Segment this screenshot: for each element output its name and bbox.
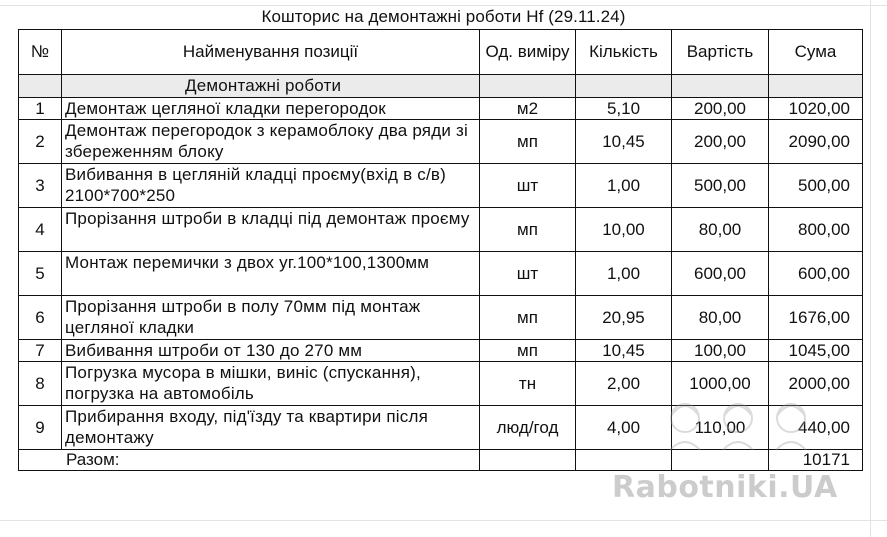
row-sum-cell[interactable]: 1045,00 xyxy=(769,340,863,362)
table-cell[interactable] xyxy=(480,450,576,471)
row-name-cell[interactable]: Демонтаж перегородок з керамоблоку два ряди зі збереженням блоку xyxy=(62,120,480,164)
row-unit-cell[interactable]: шт xyxy=(480,164,576,208)
row-unit-cell[interactable]: мп xyxy=(480,340,576,362)
row-num-cell[interactable]: 3 xyxy=(19,164,62,208)
row-num-cell[interactable]: 8 xyxy=(19,362,62,406)
row-qty-cell[interactable]: 4,00 xyxy=(576,406,672,450)
row-unit-cell[interactable]: люд/год xyxy=(480,406,576,450)
table-cell[interactable] xyxy=(576,450,672,471)
row-name-cell[interactable]: Прорізання штроби в полу 70мм під монтаж цегляної кладки xyxy=(62,296,480,340)
row-num-cell[interactable]: 9 xyxy=(19,406,62,450)
row-unit-cell[interactable]: м2 xyxy=(480,98,576,120)
header-row xyxy=(19,30,863,75)
header-price[interactable]: Вартість xyxy=(672,30,769,75)
row-sum-cell[interactable]: 800,00 xyxy=(769,208,863,252)
total-value[interactable]: 10171 xyxy=(769,450,863,471)
row-price-cell[interactable]: 1000,00 xyxy=(672,362,769,406)
row-price-cell[interactable]: 80,00 xyxy=(672,208,769,252)
row-name-cell[interactable]: Погрузка мусора в мішки, виніс (спускання), погрузка на автомобіль xyxy=(62,362,480,406)
row-name-cell[interactable]: Прорізання штроби в кладці під демонтаж проєму xyxy=(62,208,480,252)
row-sum-cell[interactable]: 1676,00 xyxy=(769,296,863,340)
grid-line xyxy=(0,520,887,521)
row-qty-cell[interactable]: 5,10 xyxy=(576,98,672,120)
row-sum-cell[interactable]: 1020,00 xyxy=(769,98,863,120)
table-row xyxy=(19,252,863,296)
table-row xyxy=(19,340,863,362)
row-unit-cell[interactable]: мп xyxy=(480,120,576,164)
watermark-logo: Rabotniki.UA xyxy=(612,470,838,505)
row-name-cell[interactable]: Монтаж перемички з двох уг.100*100,1300мм xyxy=(62,252,480,296)
row-price-cell[interactable]: 80,00 xyxy=(672,296,769,340)
table-cell[interactable] xyxy=(672,450,769,471)
row-qty-cell[interactable]: 1,00 xyxy=(576,164,672,208)
row-num-cell[interactable]: 1 xyxy=(19,98,62,120)
row-unit-cell[interactable]: мп xyxy=(480,208,576,252)
row-price-cell[interactable]: 110,00 xyxy=(672,406,769,450)
table-row xyxy=(19,362,863,406)
row-unit-cell[interactable]: шт xyxy=(480,252,576,296)
table-cell[interactable] xyxy=(769,75,863,98)
row-qty-cell[interactable]: 10,45 xyxy=(576,120,672,164)
row-num-cell[interactable]: 5 xyxy=(19,252,62,296)
estimate-table xyxy=(18,29,863,471)
row-price-cell[interactable]: 500,00 xyxy=(672,164,769,208)
table-cell[interactable] xyxy=(480,75,576,98)
row-price-cell[interactable]: 200,00 xyxy=(672,98,769,120)
row-unit-cell[interactable]: тн xyxy=(480,362,576,406)
table-row xyxy=(19,208,863,252)
row-qty-cell[interactable]: 2,00 xyxy=(576,362,672,406)
row-name-cell[interactable]: Вибивання в цегляній кладці проєму(вхід в с/в) 2100*700*250 xyxy=(62,164,480,208)
header-qty[interactable]: Кількість xyxy=(576,30,672,75)
row-price-cell[interactable]: 600,00 xyxy=(672,252,769,296)
row-sum-cell[interactable]: 440,00 xyxy=(769,406,863,450)
row-name-cell[interactable]: Вибивання штроби от 130 до 270 мм xyxy=(62,340,480,362)
row-price-cell[interactable]: 100,00 xyxy=(672,340,769,362)
row-price-cell[interactable]: 200,00 xyxy=(672,120,769,164)
header-unit[interactable]: Од. виміру xyxy=(480,30,576,75)
table-row xyxy=(19,296,863,340)
grid-line xyxy=(870,0,871,537)
table-cell[interactable] xyxy=(576,75,672,98)
row-num-cell[interactable]: 2 xyxy=(19,120,62,164)
row-sum-cell[interactable]: 500,00 xyxy=(769,164,863,208)
row-unit-cell[interactable]: мп xyxy=(480,296,576,340)
table-cell[interactable] xyxy=(19,75,62,98)
row-qty-cell[interactable]: 20,95 xyxy=(576,296,672,340)
header-name[interactable]: Найменування позиції xyxy=(62,30,480,75)
sheet-title: Кошторис на демонтажні роботи Hf (29.11.24) xyxy=(261,7,626,26)
total-label[interactable]: Разом: xyxy=(19,450,480,471)
row-num-cell[interactable]: 7 xyxy=(19,340,62,362)
section-row xyxy=(19,75,863,98)
table-row xyxy=(19,120,863,164)
header-num[interactable]: № xyxy=(19,30,62,75)
table-row xyxy=(19,98,863,120)
total-row xyxy=(19,450,863,471)
row-sum-cell[interactable]: 600,00 xyxy=(769,252,863,296)
section-title[interactable]: Демонтажні роботи xyxy=(62,75,480,98)
header-sum[interactable]: Сума xyxy=(769,30,863,75)
row-num-cell[interactable]: 4 xyxy=(19,208,62,252)
row-sum-cell[interactable]: 2000,00 xyxy=(769,362,863,406)
row-name-cell[interactable]: Демонтаж цегляної кладки перегородок xyxy=(62,98,480,120)
row-qty-cell[interactable]: 1,00 xyxy=(576,252,672,296)
row-qty-cell[interactable]: 10,45 xyxy=(576,340,672,362)
row-qty-cell[interactable]: 10,00 xyxy=(576,208,672,252)
row-name-cell[interactable]: Прибирання входу, під'їзду та квартири після демонтажу xyxy=(62,406,480,450)
table-row xyxy=(19,406,863,450)
row-sum-cell[interactable]: 2090,00 xyxy=(769,120,863,164)
row-num-cell[interactable]: 6 xyxy=(19,296,62,340)
table-row xyxy=(19,164,863,208)
table-cell[interactable] xyxy=(672,75,769,98)
